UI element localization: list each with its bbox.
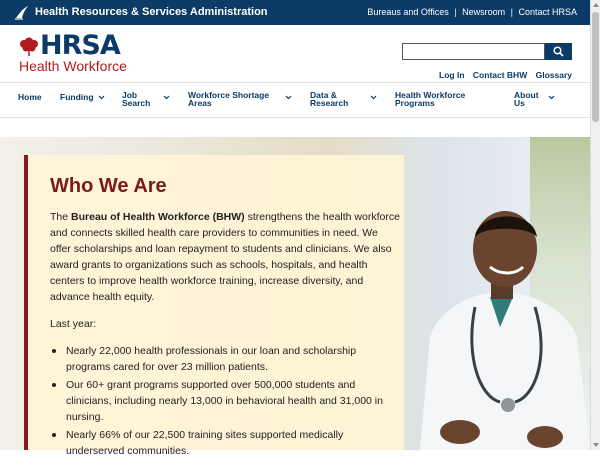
contact-bhw-link[interactable]: Contact BHW: [472, 70, 528, 80]
page-title: Who We Are: [50, 175, 167, 197]
top-links: [367, 7, 577, 17]
logo-wordmark: HRSA: [40, 30, 120, 61]
nav-job-search[interactable]: [122, 91, 150, 107]
intro-text: strengthens the health workforce and connects skilled health care providers to communities in need. We offer scholarships and loan repayment to students and clinicians. We also award grants to organizations such as schools, hospitals, and health centers to improve health workforce training, increase diversity, and advance health equity.: [50, 211, 400, 303]
nav-funding[interactable]: [60, 93, 94, 101]
nav-job-search-label: Job Search: [122, 90, 151, 108]
contact-hrsa-link[interactable]: Contact HRSA: [518, 7, 577, 17]
page-scrollbar[interactable]: [590, 0, 600, 450]
chevron-down-icon: [285, 95, 292, 100]
nav-workforce-shortage-areas[interactable]: [188, 91, 269, 107]
main-nav: [0, 82, 590, 118]
search-input[interactable]: [402, 43, 545, 60]
scroll-down-arrow-icon[interactable]: [593, 443, 599, 447]
nav-health-workforce-programs-label: Health Workforce Programs: [395, 90, 466, 108]
nav-funding-label: Funding: [60, 92, 94, 102]
stats-list: [50, 343, 390, 461]
intro-paragraph: [50, 209, 400, 305]
top-bar: [0, 0, 590, 25]
nav-data-research[interactable]: [310, 91, 348, 107]
list-item: Nearly 22,000 health professionals in our loan and scholarship programs cared for over 23 million patients.: [50, 343, 390, 375]
chevron-down-icon: [98, 95, 105, 100]
chevron-down-icon: [163, 95, 170, 100]
separator: |: [510, 7, 513, 17]
log-in-link[interactable]: Log In: [439, 70, 465, 80]
last-year-label: Last year:: [50, 318, 97, 330]
nav-home[interactable]: [18, 93, 42, 101]
nav-data-research-label: Data & Research: [310, 90, 349, 108]
hrsa-logo[interactable]: [18, 30, 168, 75]
glossary-link[interactable]: Glossary: [535, 70, 572, 80]
logo-subtitle: Health Workforce: [19, 58, 127, 74]
scroll-thumb[interactable]: [592, 12, 599, 122]
newsroom-link[interactable]: Newsroom: [462, 7, 506, 17]
bureaus-offices-link[interactable]: Bureaus and Offices: [367, 7, 449, 17]
list-item: Nearly 66% of our 22,500 training sites supported medically underserved communities.: [50, 427, 390, 459]
nav-workforce-shortage-label: Workforce Shortage Areas: [188, 90, 270, 108]
nav-about-us-label: About Us: [514, 90, 539, 108]
chevron-down-icon: [370, 95, 377, 100]
utility-links: [433, 70, 572, 80]
intro-text: The: [50, 211, 72, 223]
who-we-are-card: [24, 155, 404, 457]
separator: |: [454, 7, 457, 17]
doctor-photo: [405, 187, 590, 450]
search-icon: [553, 46, 564, 57]
nav-home-label: Home: [18, 92, 42, 102]
chevron-down-icon: [548, 95, 555, 100]
search-button[interactable]: [545, 43, 572, 60]
hhs-eagle-icon[interactable]: [14, 4, 30, 21]
nav-health-workforce-programs[interactable]: [395, 91, 465, 107]
agency-name[interactable]: Health Resources & Services Administration: [35, 6, 268, 18]
intro-bold-text: Bureau of Health Workforce (BHW): [71, 211, 245, 223]
list-item: Our 60+ grant programs supported over 500,000 students and clinicians, including nearly 13,000 in behavioral health and 31,000 in nursing.: [50, 377, 390, 425]
nav-about-us[interactable]: [514, 91, 539, 107]
hrsa-flower-icon: [18, 33, 40, 57]
scroll-up-arrow-icon[interactable]: [593, 3, 599, 7]
